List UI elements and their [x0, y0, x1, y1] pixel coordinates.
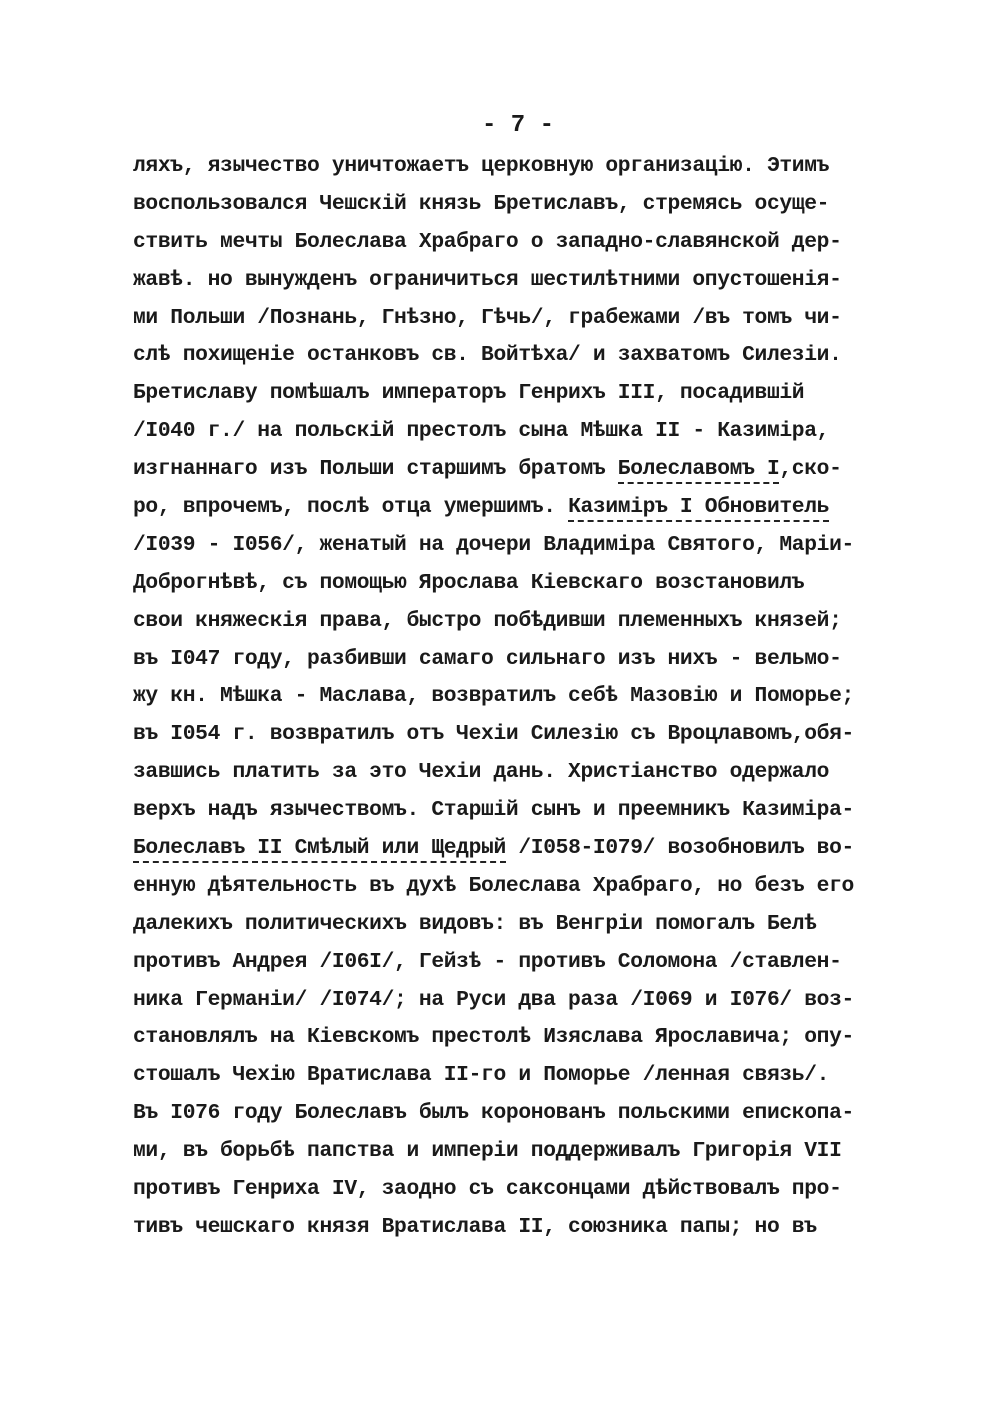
text-segment: противъ Генриха IV, заодно съ саксонцами дѣйствовалъ про- — [133, 1177, 842, 1202]
text-line — [133, 1211, 873, 1249]
document-body — [133, 150, 873, 1249]
text-line — [133, 377, 873, 415]
text-line — [133, 756, 873, 794]
text-line — [133, 150, 873, 188]
text-line — [133, 339, 873, 377]
text-segment: Доброгнѣвѣ, съ помощью Ярослава Кіевскаго возстановилъ — [133, 570, 805, 595]
text-segment: /I058-I079/ возобновилъ во- — [505, 836, 854, 861]
text-segment: ляхъ, язычество уничтожаетъ церковную организацію. Этимъ — [133, 154, 830, 178]
text-line — [133, 946, 873, 984]
text-line — [133, 453, 873, 491]
text-line — [133, 870, 873, 908]
text-segment: верхъ надъ язычествомъ. Старшій сынъ и преемникъ Казиміра- — [133, 798, 854, 823]
text-line — [133, 794, 873, 832]
text-line — [133, 302, 873, 340]
text-segment: /I039 - I056/, женатый на дочери Владиміра Святого, Маріи- — [133, 532, 854, 557]
text-line — [133, 984, 873, 1022]
text-line — [133, 1059, 873, 1097]
text-line — [133, 491, 873, 529]
text-line — [133, 643, 873, 681]
text-line — [133, 226, 873, 264]
text-segment: слѣ похищеніе останковъ св. Войтѣха/ и захватомъ Силезіи. — [133, 343, 842, 368]
text-segment: Бретиславу помѣшалъ императоръ Генрихъ III, посадившій — [133, 381, 805, 406]
text-segment: свои княжескія права, быстро побѣдивши племенныхъ князей; — [133, 608, 842, 633]
text-segment: ми, въ борьбѣ папства и имперіи поддерживалъ Григорія VII — [133, 1139, 842, 1164]
text-line — [133, 832, 873, 870]
text-segment: /I040 г./ на польскій престолъ сына Мѣшка II - Казиміра, — [133, 419, 830, 444]
text-segment: противъ Андрея /I06I/, Гейзѣ - противъ Соломона /ставлен- — [133, 949, 842, 974]
text-line — [133, 264, 873, 302]
text-segment: Въ I076 году Болеславъ былъ коронованъ польскими епископа- — [133, 1101, 854, 1126]
text-line — [133, 718, 873, 756]
text-line — [133, 680, 873, 718]
text-segment: ,ско- — [779, 457, 842, 482]
underlined-text: Болеславъ II Смѣлый или Щедрый — [133, 836, 506, 863]
text-segment: жавѣ. но вынужденъ ограничиться шестилѣтними опустошенія- — [133, 267, 842, 292]
text-line — [133, 529, 873, 567]
text-segment: тивъ чешскаго князя Вратислава II, союзника папы; но въ — [133, 1214, 817, 1239]
text-segment: ствить мечты Болеслава Храбраго о западно-славянской дер- — [133, 229, 842, 254]
text-segment: воспользовался Чешскій князь Бретиславъ, стремясь осуще- — [133, 191, 830, 216]
underlined-text: Болеславомъ I — [618, 457, 780, 484]
text-line — [133, 1021, 873, 1059]
text-line — [133, 1135, 873, 1173]
text-segment: завшись платить за это Чехіи дань. Христіанство одержало — [133, 760, 830, 785]
text-segment: ро, впрочемъ, послѣ отца умершимъ. — [133, 495, 569, 520]
text-line — [133, 1173, 873, 1211]
text-segment: въ I047 году, разбивши самаго сильнаго изъ нихъ - вельмо- — [133, 646, 842, 671]
text-segment: ника Германіи/ /I074/; на Руси два раза /I069 и I076/ воз- — [133, 987, 854, 1012]
text-segment: въ I054 г. возвратилъ отъ Чехіи Силезію съ Вроцлавомъ,обя- — [133, 722, 854, 747]
text-line — [133, 1097, 873, 1135]
text-line — [133, 605, 873, 643]
text-segment: ми Польши /Познань, Гнѣзно, Гѣчь/, грабежами /въ томъ чи- — [133, 305, 842, 330]
text-line — [133, 567, 873, 605]
text-segment: изгнаннаго изъ Польши старшимъ братомъ — [133, 457, 618, 482]
text-segment: далекихъ политическихъ видовъ: въ Венгріи помогалъ Белѣ — [133, 911, 817, 936]
text-line — [133, 415, 873, 453]
text-segment: становлялъ на Кіевскомъ престолѣ Изяслава Ярославича; опу- — [133, 1025, 854, 1050]
underlined-text: Казиміръ I Обновитель — [568, 495, 829, 522]
text-line — [133, 188, 873, 226]
text-segment: енную дѣятельность въ духѣ Болеслава Храбраго, но безъ его — [133, 873, 854, 898]
text-line — [133, 908, 873, 946]
text-segment: стошалъ Чехію Вратислава II-го и Поморье /ленная связь/. — [133, 1063, 830, 1088]
text-segment: жу кн. Мѣшка - Маслава, возвратилъ себѣ Мазовію и Поморье; — [133, 684, 854, 709]
page-number: - 7 - — [482, 112, 555, 139]
